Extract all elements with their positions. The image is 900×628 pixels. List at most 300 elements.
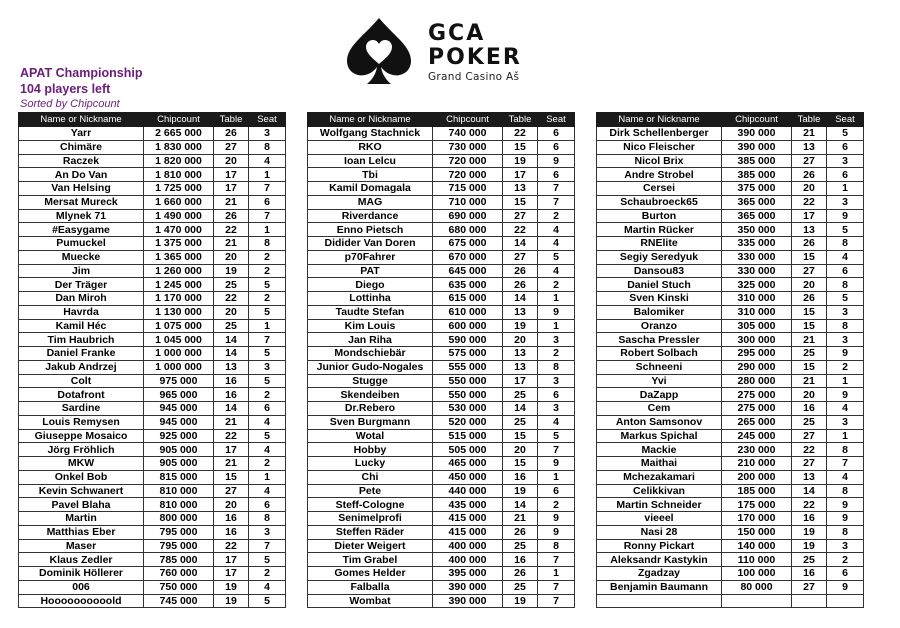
player-name: Junior Gudo-Nogales bbox=[308, 360, 433, 374]
chipcount: 185 000 bbox=[722, 484, 792, 498]
table-number: 26 bbox=[792, 292, 827, 306]
sort-note: Sorted by Chipcount bbox=[20, 98, 120, 110]
chipcount: 1 170 000 bbox=[144, 292, 214, 306]
table-row bbox=[597, 223, 864, 237]
seat-number: 9 bbox=[538, 512, 575, 526]
chipcount: 200 000 bbox=[722, 470, 792, 484]
seat-number: 5 bbox=[249, 305, 286, 319]
seat-number: 4 bbox=[827, 402, 864, 416]
header-name: Name or Nickname bbox=[19, 113, 144, 127]
chipcount: 450 000 bbox=[433, 470, 503, 484]
table-row bbox=[308, 443, 575, 457]
player-name: Chimäre bbox=[19, 140, 144, 154]
table-row bbox=[308, 429, 575, 443]
player-name: Taudte Stefan bbox=[308, 305, 433, 319]
seat-number: 8 bbox=[827, 319, 864, 333]
table-row bbox=[308, 237, 575, 251]
player-name: Pete bbox=[308, 484, 433, 498]
chipcount: 925 000 bbox=[144, 429, 214, 443]
table-number: 21 bbox=[214, 195, 249, 209]
player-name: Dr.Rebero bbox=[308, 402, 433, 416]
seat-number: 7 bbox=[538, 195, 575, 209]
player-name: Dominik Höllerer bbox=[19, 567, 144, 581]
table-number: 13 bbox=[792, 223, 827, 237]
table-number: 22 bbox=[214, 539, 249, 553]
player-name: Daniel Franke bbox=[19, 347, 144, 361]
chipcount: 330 000 bbox=[722, 250, 792, 264]
seat-number: 7 bbox=[249, 539, 286, 553]
seat-number: 4 bbox=[827, 470, 864, 484]
brand-text bbox=[428, 22, 522, 83]
player-name: Hobby bbox=[308, 443, 433, 457]
player-name: Daniel Stuch bbox=[597, 278, 722, 292]
table-row bbox=[19, 182, 286, 196]
table-number: 13 bbox=[792, 470, 827, 484]
table-row bbox=[19, 347, 286, 361]
table-row bbox=[19, 237, 286, 251]
table-row bbox=[597, 333, 864, 347]
player-name: Anton Samsonov bbox=[597, 415, 722, 429]
table-number: 13 bbox=[503, 305, 538, 319]
chipcount: 1 820 000 bbox=[144, 154, 214, 168]
player-name: Yarr bbox=[19, 127, 144, 141]
seat-number: 2 bbox=[249, 264, 286, 278]
table-number: 19 bbox=[214, 264, 249, 278]
player-name: Giuseppe Mosaico bbox=[19, 429, 144, 443]
chipcount: 965 000 bbox=[144, 388, 214, 402]
table-row bbox=[597, 140, 864, 154]
chipcount: 385 000 bbox=[722, 154, 792, 168]
chipcount: 330 000 bbox=[722, 264, 792, 278]
player-name: Kevin Schwanert bbox=[19, 484, 144, 498]
chipcount: 740 000 bbox=[433, 127, 503, 141]
players-left: 104 players left bbox=[20, 82, 111, 96]
table-number: 20 bbox=[792, 278, 827, 292]
chipcount: 600 000 bbox=[433, 319, 503, 333]
seat-number: 2 bbox=[249, 457, 286, 471]
player-name: Didider Van Doren bbox=[308, 237, 433, 251]
player-name: MAG bbox=[308, 195, 433, 209]
table-number: 16 bbox=[214, 388, 249, 402]
seat-number: 6 bbox=[827, 264, 864, 278]
chipcount: 515 000 bbox=[433, 429, 503, 443]
player-name: Martin bbox=[19, 512, 144, 526]
seat-number: 4 bbox=[249, 484, 286, 498]
table-row bbox=[308, 195, 575, 209]
table-number: 25 bbox=[503, 415, 538, 429]
seat-number: 9 bbox=[827, 498, 864, 512]
player-name: Martin Schneider bbox=[597, 498, 722, 512]
table-row bbox=[19, 154, 286, 168]
seat-number: 7 bbox=[249, 333, 286, 347]
table-row bbox=[308, 402, 575, 416]
player-name: Havrda bbox=[19, 305, 144, 319]
seat-number: 7 bbox=[827, 457, 864, 471]
player-name: Dieter Weigert bbox=[308, 539, 433, 553]
seat-number: 2 bbox=[538, 278, 575, 292]
player-name: Yvi bbox=[597, 374, 722, 388]
header-chips: Chipcount bbox=[722, 113, 792, 127]
chipcount: 295 000 bbox=[722, 347, 792, 361]
table-row bbox=[597, 498, 864, 512]
table-row bbox=[597, 264, 864, 278]
table-row bbox=[308, 388, 575, 402]
player-name: Andre Strobel bbox=[597, 168, 722, 182]
table-number: 22 bbox=[503, 127, 538, 141]
player-name: Muecke bbox=[19, 250, 144, 264]
chipcount: 575 000 bbox=[433, 347, 503, 361]
seat-number: 7 bbox=[538, 580, 575, 594]
table-number: 20 bbox=[503, 333, 538, 347]
chipcount: 385 000 bbox=[722, 168, 792, 182]
seat-number: 3 bbox=[538, 402, 575, 416]
player-name: Diego bbox=[308, 278, 433, 292]
chipcount: 710 000 bbox=[433, 195, 503, 209]
table-row bbox=[19, 168, 286, 182]
header-row bbox=[308, 113, 575, 127]
table-number: 19 bbox=[214, 580, 249, 594]
table-number: 21 bbox=[214, 457, 249, 471]
table-number: 25 bbox=[214, 278, 249, 292]
table-row bbox=[597, 127, 864, 141]
seat-number: 6 bbox=[538, 388, 575, 402]
chipcount: 1 725 000 bbox=[144, 182, 214, 196]
player-name: Enno Pietsch bbox=[308, 223, 433, 237]
table-row bbox=[597, 443, 864, 457]
table-number: 26 bbox=[214, 127, 249, 141]
table-number: 14 bbox=[503, 292, 538, 306]
event-info bbox=[20, 65, 142, 111]
player-name: Robert Solbach bbox=[597, 347, 722, 361]
seat-number: 6 bbox=[827, 140, 864, 154]
seat-number: 2 bbox=[249, 292, 286, 306]
player-name: Aleksandr Kastykin bbox=[597, 553, 722, 567]
player-name: Dansou83 bbox=[597, 264, 722, 278]
table-number: 22 bbox=[214, 292, 249, 306]
table-row bbox=[19, 429, 286, 443]
seat-number: 5 bbox=[827, 223, 864, 237]
table-row bbox=[597, 305, 864, 319]
table-number: 19 bbox=[503, 484, 538, 498]
seat-number: 4 bbox=[249, 580, 286, 594]
table-number: 19 bbox=[503, 154, 538, 168]
table-row bbox=[19, 127, 286, 141]
seat-number: 7 bbox=[249, 209, 286, 223]
player-name: Matthias Eber bbox=[19, 525, 144, 539]
seat-number: 9 bbox=[827, 209, 864, 223]
seat-number: 8 bbox=[827, 525, 864, 539]
table-row bbox=[19, 512, 286, 526]
table-row bbox=[19, 580, 286, 594]
chipcount: 1 045 000 bbox=[144, 333, 214, 347]
player-name: Kamil Domagala bbox=[308, 182, 433, 196]
table-row bbox=[19, 539, 286, 553]
table-row bbox=[308, 154, 575, 168]
seat-number: 1 bbox=[249, 168, 286, 182]
table-row bbox=[597, 484, 864, 498]
header-row bbox=[597, 113, 864, 127]
chipcount: 390 000 bbox=[722, 127, 792, 141]
chipcount: 720 000 bbox=[433, 168, 503, 182]
player-name: Klaus Zedler bbox=[19, 553, 144, 567]
table-number: 13 bbox=[503, 347, 538, 361]
table-number: 27 bbox=[503, 250, 538, 264]
player-name: Wotal bbox=[308, 429, 433, 443]
chipcount: 465 000 bbox=[433, 457, 503, 471]
table-row bbox=[308, 305, 575, 319]
table-row bbox=[597, 470, 864, 484]
table-row bbox=[308, 278, 575, 292]
player-name: Schneeni bbox=[597, 360, 722, 374]
seat-number: 5 bbox=[249, 347, 286, 361]
table-row bbox=[597, 182, 864, 196]
table-row bbox=[19, 402, 286, 416]
table-number: 15 bbox=[792, 305, 827, 319]
table-row bbox=[308, 498, 575, 512]
table-row bbox=[308, 168, 575, 182]
chipcount: 1 375 000 bbox=[144, 237, 214, 251]
seat-number: 4 bbox=[538, 237, 575, 251]
chipcount: 945 000 bbox=[144, 415, 214, 429]
chipcount: 550 000 bbox=[433, 374, 503, 388]
seat-number: 4 bbox=[249, 443, 286, 457]
seat-number: 5 bbox=[827, 127, 864, 141]
spade-heart-icon bbox=[344, 16, 414, 86]
table-number: 19 bbox=[792, 539, 827, 553]
table-number: 13 bbox=[503, 182, 538, 196]
chipcount: 680 000 bbox=[433, 223, 503, 237]
seat-number: 9 bbox=[827, 347, 864, 361]
seat-number: 1 bbox=[538, 319, 575, 333]
player-name: Ioan Lelcu bbox=[308, 154, 433, 168]
table-number: 20 bbox=[792, 388, 827, 402]
table-row bbox=[308, 182, 575, 196]
table-number: 25 bbox=[214, 319, 249, 333]
chipcount: 715 000 bbox=[433, 182, 503, 196]
chipcount: 325 000 bbox=[722, 278, 792, 292]
table-number: 13 bbox=[503, 360, 538, 374]
brand-subtitle: Grand Casino Aš bbox=[428, 71, 520, 83]
table-row bbox=[19, 457, 286, 471]
table-row bbox=[597, 553, 864, 567]
table-number: 16 bbox=[792, 512, 827, 526]
table-row bbox=[19, 360, 286, 374]
player-name: Cersei bbox=[597, 182, 722, 196]
player-name: RNElite bbox=[597, 237, 722, 251]
table-number: 17 bbox=[503, 168, 538, 182]
chipcount: 730 000 bbox=[433, 140, 503, 154]
chipcount: 505 000 bbox=[433, 443, 503, 457]
chipcount: 815 000 bbox=[144, 470, 214, 484]
chipcount: 945 000 bbox=[144, 402, 214, 416]
chipcount: 2 665 000 bbox=[144, 127, 214, 141]
table-number: 16 bbox=[792, 567, 827, 581]
chipcount: 440 000 bbox=[433, 484, 503, 498]
seat-number: 3 bbox=[249, 525, 286, 539]
table-number: 27 bbox=[792, 264, 827, 278]
player-name: Gomes Helder bbox=[308, 567, 433, 581]
player-name: Lucky bbox=[308, 457, 433, 471]
player-name: Jakub Andrzej bbox=[19, 360, 144, 374]
player-name: Cem bbox=[597, 402, 722, 416]
seat-number: 2 bbox=[249, 388, 286, 402]
chipcount: 390 000 bbox=[433, 594, 503, 608]
player-name: Colt bbox=[19, 374, 144, 388]
table-row bbox=[308, 539, 575, 553]
chipcount: 275 000 bbox=[722, 388, 792, 402]
player-name: Maser bbox=[19, 539, 144, 553]
player-name: Stugge bbox=[308, 374, 433, 388]
table-row bbox=[597, 580, 864, 594]
player-name: Onkel Bob bbox=[19, 470, 144, 484]
table-row bbox=[597, 168, 864, 182]
table-number: 16 bbox=[214, 512, 249, 526]
table-row bbox=[308, 567, 575, 581]
seat-number: 8 bbox=[827, 278, 864, 292]
seat-number: 4 bbox=[249, 154, 286, 168]
player-name: Oranzo bbox=[597, 319, 722, 333]
player-name: Raczek bbox=[19, 154, 144, 168]
table-row bbox=[597, 319, 864, 333]
chipcount: 1 130 000 bbox=[144, 305, 214, 319]
table-row bbox=[597, 539, 864, 553]
table-row bbox=[308, 360, 575, 374]
table-number: 26 bbox=[503, 567, 538, 581]
header-chips: Chipcount bbox=[433, 113, 503, 127]
table-number: 25 bbox=[503, 388, 538, 402]
table-row bbox=[308, 127, 575, 141]
chipcount: 795 000 bbox=[144, 525, 214, 539]
player-name: Sven Burgmann bbox=[308, 415, 433, 429]
player-name: An Do Van bbox=[19, 168, 144, 182]
player-name: Pavel Blaha bbox=[19, 498, 144, 512]
seat-number: 2 bbox=[827, 360, 864, 374]
seat-number: 9 bbox=[538, 525, 575, 539]
table-number: 17 bbox=[503, 374, 538, 388]
table-number: 17 bbox=[214, 443, 249, 457]
table-number: 15 bbox=[792, 360, 827, 374]
seat-number: 1 bbox=[249, 319, 286, 333]
chipcount: 390 000 bbox=[722, 140, 792, 154]
table-number bbox=[792, 594, 827, 608]
player-name bbox=[597, 594, 722, 608]
table-row bbox=[19, 374, 286, 388]
table-row bbox=[19, 278, 286, 292]
chipcount: 335 000 bbox=[722, 237, 792, 251]
chipcount: 1 260 000 bbox=[144, 264, 214, 278]
player-name: Wolfgang Stachnick bbox=[308, 127, 433, 141]
table-row bbox=[308, 223, 575, 237]
chipcount: 670 000 bbox=[433, 250, 503, 264]
table-row bbox=[308, 319, 575, 333]
chipcount: 365 000 bbox=[722, 209, 792, 223]
chipcount: 1 245 000 bbox=[144, 278, 214, 292]
player-name: Sascha Pressler bbox=[597, 333, 722, 347]
table-number: 15 bbox=[503, 195, 538, 209]
table-number: 16 bbox=[503, 470, 538, 484]
seat-number: 3 bbox=[827, 333, 864, 347]
table-number: 14 bbox=[214, 402, 249, 416]
table-row bbox=[597, 250, 864, 264]
player-name: Tbi bbox=[308, 168, 433, 182]
player-name: Celikkivan bbox=[597, 484, 722, 498]
table-row bbox=[308, 580, 575, 594]
chipcount: 1 075 000 bbox=[144, 319, 214, 333]
chipcount: 530 000 bbox=[433, 402, 503, 416]
table-number: 17 bbox=[214, 168, 249, 182]
seat-number: 1 bbox=[249, 470, 286, 484]
table-row bbox=[19, 292, 286, 306]
chipcount: 415 000 bbox=[433, 512, 503, 526]
table-row bbox=[19, 223, 286, 237]
header-table: Table bbox=[214, 113, 249, 127]
seat-number: 3 bbox=[249, 127, 286, 141]
table-number: 14 bbox=[214, 347, 249, 361]
player-name: Burton bbox=[597, 209, 722, 223]
player-name: Pumuckel bbox=[19, 237, 144, 251]
table-number: 27 bbox=[503, 209, 538, 223]
header-seat: Seat bbox=[249, 113, 286, 127]
table-row bbox=[308, 525, 575, 539]
seat-number: 9 bbox=[827, 388, 864, 402]
chipcount: 615 000 bbox=[433, 292, 503, 306]
table-number: 14 bbox=[214, 333, 249, 347]
chipcount: 310 000 bbox=[722, 305, 792, 319]
seat-number: 1 bbox=[827, 374, 864, 388]
table-number: 13 bbox=[214, 360, 249, 374]
table-row bbox=[308, 484, 575, 498]
chipcount: 635 000 bbox=[433, 278, 503, 292]
table-row bbox=[19, 140, 286, 154]
chipcount: 170 000 bbox=[722, 512, 792, 526]
player-name: Schaubroeck65 bbox=[597, 195, 722, 209]
table-row bbox=[597, 360, 864, 374]
seat-number: 7 bbox=[538, 594, 575, 608]
table-number: 20 bbox=[214, 305, 249, 319]
table-row bbox=[597, 402, 864, 416]
chipcount: 795 000 bbox=[144, 539, 214, 553]
table-row bbox=[597, 278, 864, 292]
table-number: 21 bbox=[214, 237, 249, 251]
player-name: Mlynek 71 bbox=[19, 209, 144, 223]
chipcount: 810 000 bbox=[144, 498, 214, 512]
seat-number: 5 bbox=[249, 553, 286, 567]
seat-number: 1 bbox=[249, 223, 286, 237]
table-row bbox=[597, 209, 864, 223]
header-chips: Chipcount bbox=[144, 113, 214, 127]
seat-number: 5 bbox=[249, 429, 286, 443]
table-number: 27 bbox=[792, 429, 827, 443]
chipcount: 690 000 bbox=[433, 209, 503, 223]
brand-logo bbox=[344, 16, 544, 86]
table-number: 17 bbox=[792, 209, 827, 223]
chipcount: 785 000 bbox=[144, 553, 214, 567]
table-number: 26 bbox=[214, 209, 249, 223]
seat-number: 1 bbox=[538, 470, 575, 484]
table-row bbox=[308, 512, 575, 526]
player-name: Dirk Schellenberger bbox=[597, 127, 722, 141]
seat-number: 4 bbox=[827, 250, 864, 264]
chipcount: 550 000 bbox=[433, 388, 503, 402]
player-name: Mondschiebär bbox=[308, 347, 433, 361]
header-table: Table bbox=[792, 113, 827, 127]
chipcount: 150 000 bbox=[722, 525, 792, 539]
table-row bbox=[308, 594, 575, 608]
chipcount: 110 000 bbox=[722, 553, 792, 567]
player-name: p70Fahrer bbox=[308, 250, 433, 264]
table-row bbox=[19, 319, 286, 333]
table-row bbox=[597, 415, 864, 429]
